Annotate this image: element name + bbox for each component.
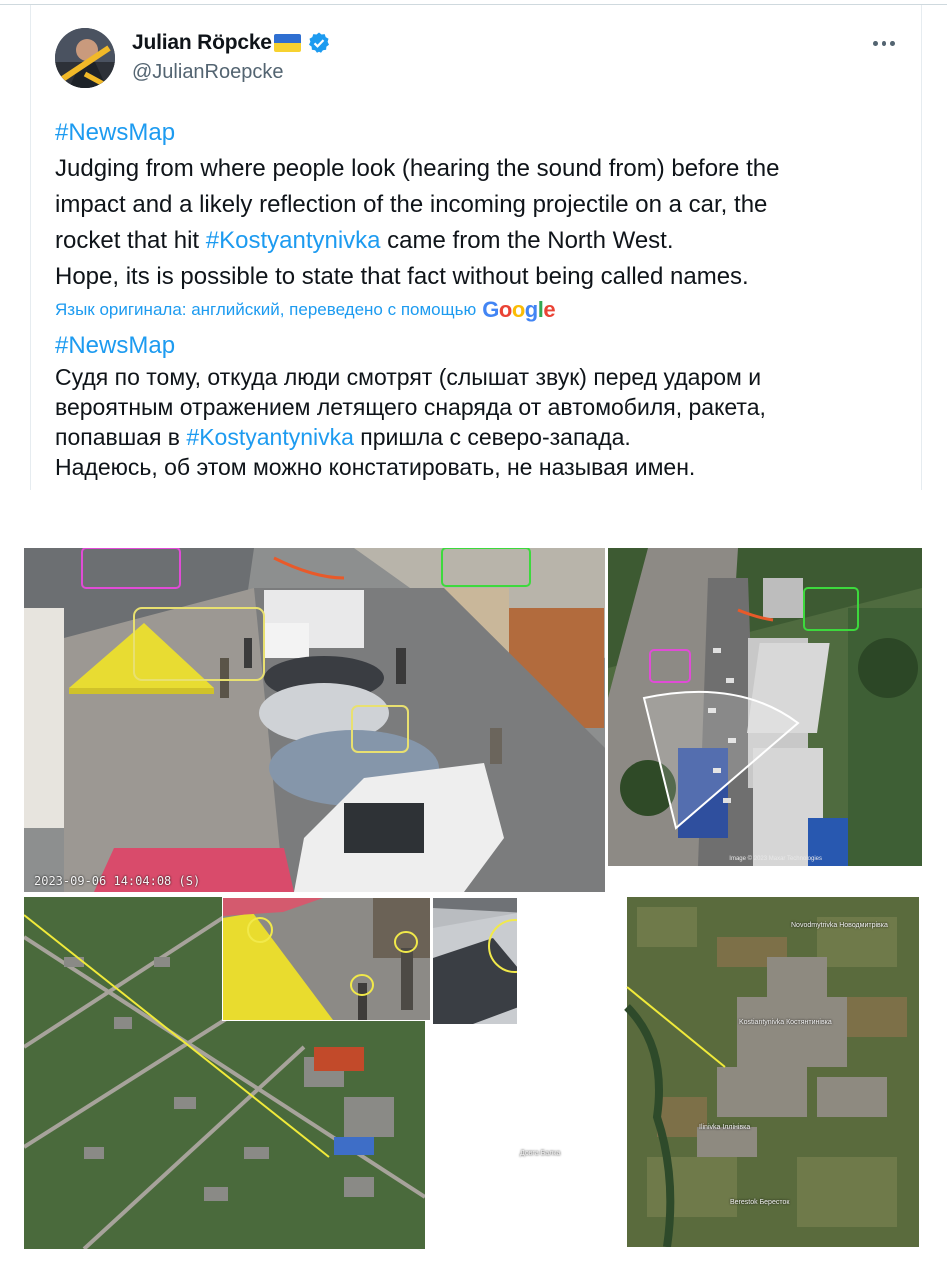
tweet-line: Судя по тому, откуда люди смотрят (слышат звук) перед ударом и [55,364,762,390]
tweet-line: Judging from where people look (hearing the sound from) before the [55,155,780,182]
tweet-text-translated [55,330,885,482]
tweet-text-original [55,115,885,295]
hashtag-kostyantynivka[interactable]: #Kostyantynivka [205,227,381,254]
map-label-berestok: Berestok Бересток [730,1199,790,1206]
map-label-ilinivka: Ilinivka Іллінівка [699,1124,751,1131]
google-logo: Google [482,297,556,322]
author-display-name[interactable]: Julian Röpcke [132,31,272,54]
tweet-line: rocket that hit #Kostyantynivka came from the North West. [55,227,674,254]
avatar[interactable] [55,28,115,88]
author-handle[interactable]: @JulianRoepcke [132,61,284,83]
tweet-line: Hope, its is possible to state that fact without being called names. [55,263,749,290]
map-label-kostiantynivka: Kostiantynivka Костянтинівка [739,1019,832,1026]
tweet-line: impact and a likely reflection of the incoming projectile on a car, the [55,191,768,218]
map-label-dovha-balka: Довга Балка [520,1150,561,1157]
people-zoom-inset[interactable] [222,897,431,1021]
translation-note[interactable]: Язык оригинала: английский, переведено с помощью Google [55,297,556,322]
tweet-line: вероятным отражением летящего снаряда от автомобиля, ракета, [55,394,766,420]
tweet-line: попавшая в #Kostyantynivka пришла с северо-запада. [55,424,631,450]
hashtag-newsmap[interactable]: #NewsMap [55,119,176,146]
cctv-street-image[interactable] [24,548,605,892]
aerial-market-image[interactable] [608,548,922,866]
regional-map-image[interactable] [517,897,919,1247]
more-horizontal-icon [873,41,878,46]
more-options-button[interactable] [871,30,897,56]
map-label-novodmytrivka: Novodmytrivka Новодмитрівка [791,922,888,929]
tweet-line: Надеюсь, об этом можно констатировать, не называя имен. [55,454,696,480]
author-name-row [132,28,331,58]
aerial-credit: Image © 2023 Maxar Technologies [729,856,822,862]
ukraine-flag-icon [274,34,301,52]
cctv-timestamp: 2023-09-06 14:04:08 (S) [34,874,201,888]
verified-badge-icon [307,31,331,55]
hashtag-newsmap-translated[interactable]: #NewsMap [55,332,176,359]
hashtag-kostyantynivka-translated[interactable]: #Kostyantynivka [186,424,354,450]
